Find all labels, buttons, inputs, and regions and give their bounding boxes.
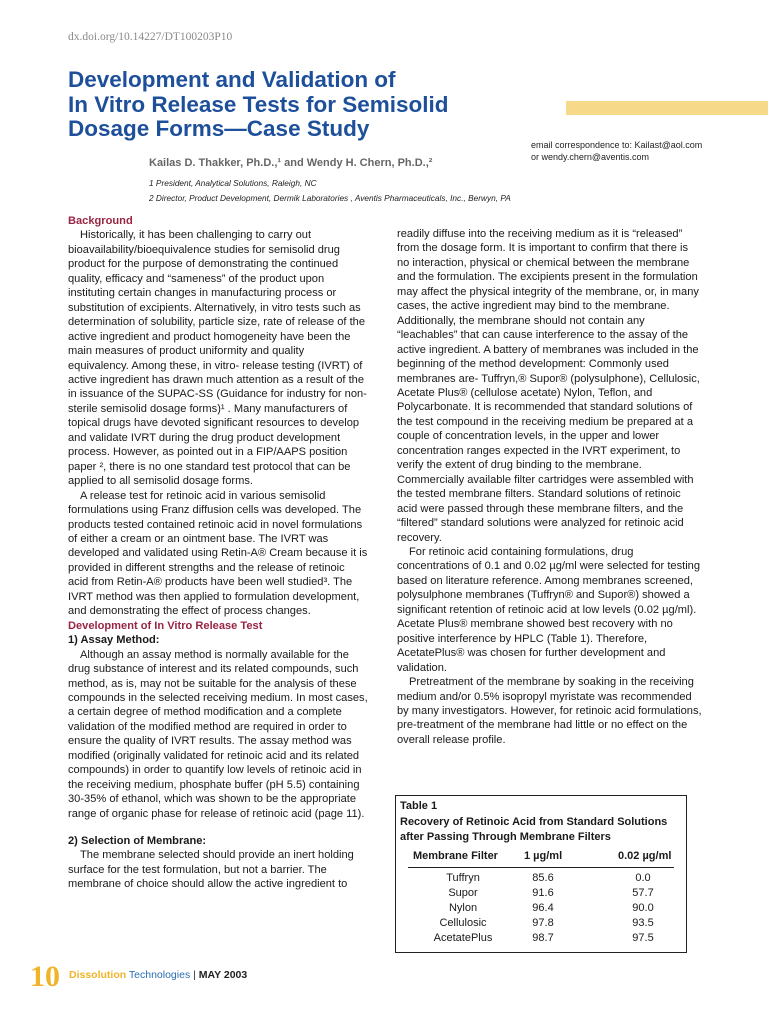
table-row — [396, 917, 686, 932]
email-correspondence — [531, 139, 702, 163]
table-cell: 0.0 — [635, 872, 651, 884]
table-caption-text: Recovery of Retinoic Acid from Standard Solutions after Passing Through Membrane Filters — [400, 815, 668, 843]
table-row — [396, 932, 686, 947]
paragraph: Although an assay method is normally available for the drug substance of interest and its related compounds, such method, as is, may not be suitable for the analysis of these compounds in the selected receiving medium. In most cases, a certain degree of method modification and a complete validation of the modified method are required in order to ensure the quality of IVRT results. The assay method was modified (originally validated for retinoic acid and its related compounds) in order to quantify low levels of retinoic acid in the receiving medium, phosphate buffer (pH 5.5) containing 30-35% of ethanol, which was shown to be the appropriate range of organic phase for release of retinoic acid (page 11). — [68, 648, 368, 820]
article-title — [68, 68, 538, 142]
table-cell: 96.4 — [532, 902, 554, 914]
footer-separator: | — [193, 969, 196, 981]
table-cell: 57.7 — [632, 887, 654, 899]
paragraph: For retinoic acid containing formulations, drug concentrations of 0.1 and 0.02 µg/ml were selected for testing based on literature reference. Among membranes screened, polysulphone membranes (Tuffryn® and Supor®) showed a significant retention of retinoic acid at low levels (0.02 µg/ml). Acetate Plus® membrane showed best recovery with no positive interference by HPLC (Table 1). Therefore, AcetatePlus® was chosen for further development and validation. — [397, 545, 701, 674]
assay-method-heading: 1) Assay Method: — [68, 634, 160, 647]
table-cell: 97.8 — [532, 917, 554, 929]
table-cell: 85.6 — [532, 872, 554, 884]
table-cell: Tuffryn — [446, 872, 480, 884]
table-caption — [400, 799, 686, 846]
journal-name-dissolution: Dissolution — [69, 969, 127, 981]
table-header-002ugml: 0.02 µg/ml — [618, 850, 672, 862]
page-number: 10 — [30, 960, 60, 993]
paragraph: Pretreatment of the membrane by soaking in the receiving medium and/or 0.5% isopropyl myristate was recommended by many investigators. However, for retinoic acid formulations, pre-treatment of the membrane had little or no effect on the overall release profile. — [397, 676, 702, 746]
table-cell: 98.7 — [532, 932, 554, 944]
journal-name-technologies: Technologies — [128, 969, 191, 981]
paragraph: Historically, it has been challenging to carry out bioavailability/bioequivalence studies for semisolid drug product for the purpose of demonstrating the continued quality, efficacy and “sameness” of the product upon instituting certain changes in manufacturing process or substitution of excipients. Alternatively, in vitro tests such as determination of solubility, particle size, rate of release of the active ingredient and product homogeneity have been the main measures of product uniformity and quality equivalency. Among these, in vitro- release testing (IVRT) of active ingredient has drawn much attention as a result of the in issuance of the SUPAC-SS (Guidance for industry for non-sterile semisolid dosage forms)¹ . Many manufacturers of topical drugs have devoted significant resources to develop and validate IVRT during the drug product development process. However, as pointed out in a FIP/AAPS position paper ², there is no one standard test protocol that can be applied to all semisolid dosage forms. — [68, 229, 367, 488]
left-column — [68, 214, 368, 892]
authors: Kailas D. Thakker, Ph.D.,¹ and Wendy H. Chern, Ph.D.,² — [149, 157, 433, 169]
table-row — [396, 902, 686, 917]
table-cell: 93.5 — [632, 917, 654, 929]
table-row — [396, 872, 686, 887]
membrane-selection-heading: 2) Selection of Membrane: — [68, 835, 207, 848]
development-heading: Development of In Vitro Release Test — [68, 619, 263, 632]
table-cell: 97.5 — [632, 932, 654, 944]
paragraph: readily diffuse into the receiving medium as it is “released” from the dosage form. It is important to confirm that there is no interaction, physical or chemical between the membrane and the formulation. The excipients present in the formulation may affect the physical integrity of the membrane, or, in many cases, the active ingredient may bind to the membrane. Additionally, the membrane should not contain any “leachables” that can cause interference to the assay of the active ingredient. A battery of membranes was included in the beginning of the method development: Commonly used membranes are- Tuffryn,® Supor® (polysulphone), Cellulosic, Acetate Plus® (cellulose acetate) Nylon, Teflon, and Polycarbonate. It is recommended that standard solutions of the test compound in the receiving medium be prepared at a couple of concentration levels, in the upper and lower concentration ranges expected in the IVRT experiment, to verify the extent of drug binding to the membrane. Commercially available filter cartridges were assembled with the tested membrane filters. Standard solutions of retinoic acid were passed through these membrane filters, and the “filtered” standard solutions were analyzed for retinoic acid recovery. — [397, 228, 700, 544]
table-header-1ugml: 1 µg/ml — [524, 850, 563, 862]
issue-date: MAY 2003 — [198, 969, 248, 981]
affiliation-1: 1 President, Analytical Solutions, Raleigh, NC — [149, 178, 317, 188]
email-line: email correspondence to: Kailast@aol.com — [531, 140, 703, 150]
table-cell: Cellulosic — [439, 917, 487, 929]
title-line: Dosage Forms—Case Study — [68, 116, 370, 141]
right-column — [397, 227, 703, 747]
title-line: Development and Validation of — [68, 67, 396, 92]
table-divider — [408, 867, 674, 868]
paragraph: A release test for retinoic acid in various semisolid formulations using Franz diffusion cells was developed. The products tested contained retinoic acid in novel formulations of either a cream or an ointment base. The IVRT was developed and validated using Retin-A® Cream because it is provided in different strengths and the release of retinoic acid from Retin-A® products have been well studied³. The IVRT method was then applied to formulation development, and demonstrating the effect of process changes. — [68, 489, 368, 618]
table-row — [396, 887, 686, 902]
email-line: or wendy.chern@aventis.com — [531, 152, 650, 162]
background-heading: Background — [68, 215, 133, 227]
paragraph: The membrane selected should provide an inert holding surface for the test formulation, but not a barrier. The membrane of choice should allow the active ingredient to — [68, 849, 354, 891]
journal-footer — [69, 969, 247, 981]
table-cell: 91.6 — [532, 887, 554, 899]
title-line: In Vitro Release Tests for Semisolid — [68, 91, 449, 117]
decorative-accent-bar — [566, 101, 768, 115]
table-cell: Nylon — [448, 902, 478, 914]
table-cell: AcetatePlus — [433, 932, 493, 944]
table-cell: 90.0 — [632, 902, 654, 914]
affiliation-2: 2 Director, Product Development, Dermik Laboratories , Aventis Pharmaceuticals, Inc., Berwyn, PA — [149, 193, 511, 203]
doi-text: dx.doi.org/10.14227/DT100203P10 — [68, 31, 233, 43]
table-label: Table 1 — [400, 800, 438, 812]
table-header-membrane: Membrane Filter — [413, 850, 498, 862]
table-cell: Supor — [448, 887, 478, 899]
table-1 — [395, 795, 687, 953]
